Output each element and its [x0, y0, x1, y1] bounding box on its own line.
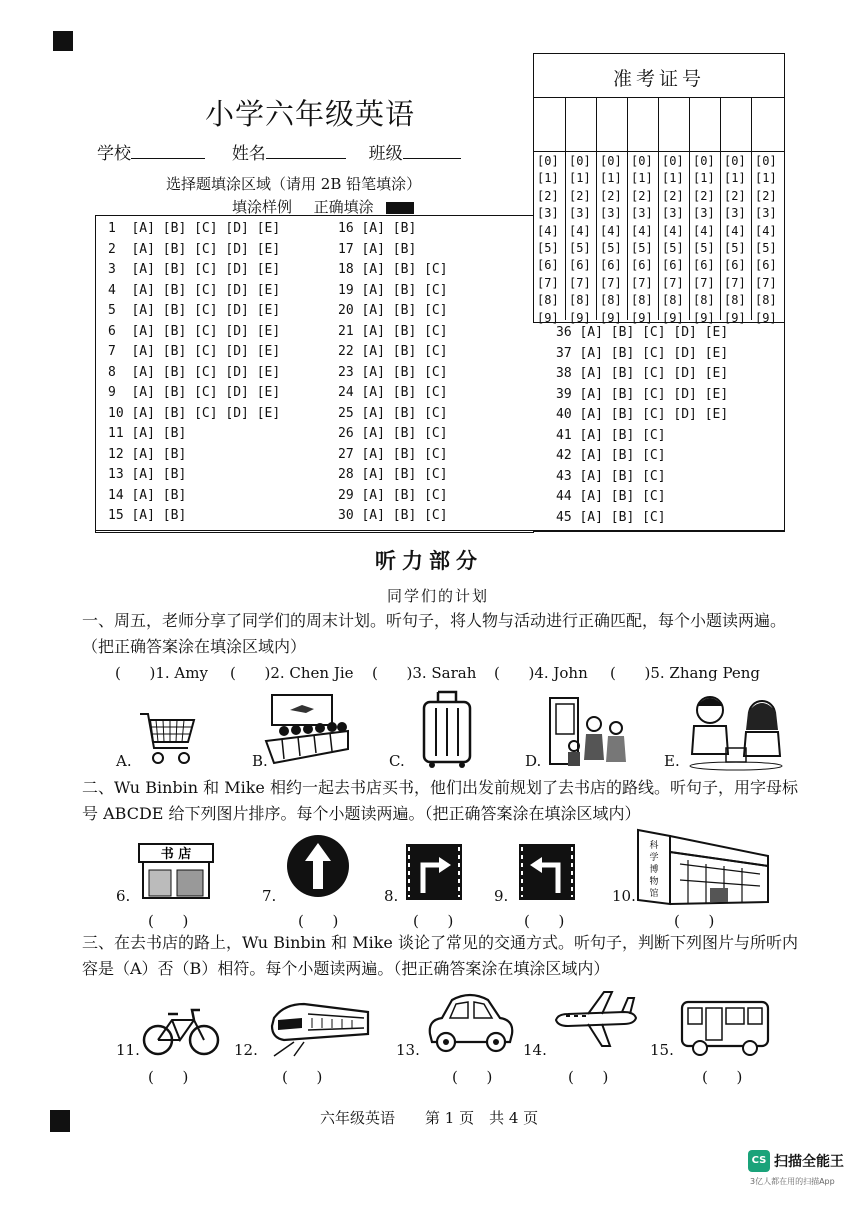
svg-text:科: 科: [649, 841, 659, 851]
answer-row[interactable]: 20 [A] [B] [C]: [338, 303, 448, 318]
exam-id-title: 准考证号: [612, 68, 705, 90]
q1-item-2[interactable]: ( )2. Chen Jie: [230, 664, 354, 682]
exam-id-digit-bubble[interactable]: [5]: [724, 241, 746, 255]
exam-id-digit-bubble[interactable]: [8]: [600, 293, 622, 308]
answer-row[interactable]: 13 [A] [B]: [108, 467, 187, 482]
q2-num-10: 10.: [612, 887, 636, 905]
exam-id-digit-bubble[interactable]: [7]: [631, 275, 653, 290]
answer-row[interactable]: 41 [A] [B] [C]: [556, 427, 666, 443]
exam-id-digit-bubble[interactable]: [8]: [724, 293, 746, 308]
exam-id-digit-bubble[interactable]: [1]: [693, 171, 715, 186]
exam-id-digit-column: [627, 98, 659, 325]
q1-item-4[interactable]: ( )4. John: [494, 664, 588, 682]
q3-answer-14[interactable]: ( ): [568, 1068, 609, 1086]
q3-answer-15[interactable]: ( ): [702, 1068, 743, 1086]
q2-answer-10[interactable]: ( ): [674, 912, 715, 930]
exam-id-digit-bubble[interactable]: [6]: [537, 258, 559, 273]
answer-row[interactable]: 4 [A] [B] [C] [D] [E]: [108, 282, 281, 298]
page-footer: 六年级英语 第 1 页 共 4 页: [320, 1109, 539, 1127]
exam-id-digit-bubble[interactable]: [0]: [724, 154, 746, 168]
svg-text:学: 学: [649, 853, 659, 863]
exam-id-digit-column: [751, 98, 783, 325]
picnic-kids-icon: [686, 690, 786, 772]
exam-id-digit-column: [534, 98, 565, 325]
exam-id-digit-bubble[interactable]: [9]: [755, 310, 777, 325]
answer-row[interactable]: 9 [A] [B] [C] [D] [E]: [108, 385, 281, 400]
answer-row[interactable]: 42 [A] [B] [C]: [556, 448, 666, 463]
visiting-family-icon: [548, 694, 634, 772]
exam-id-digit-bubble[interactable]: [1]: [662, 171, 684, 186]
pic-label-a: A.: [116, 752, 132, 770]
exam-id-digit-bubble[interactable]: [4]: [693, 223, 715, 238]
listening-heading: 听力部分: [375, 548, 483, 573]
exam-id-digit-bubble[interactable]: [9]: [569, 310, 591, 325]
registration-mark-bottom: [50, 1110, 70, 1132]
svg-text:物: 物: [649, 877, 659, 887]
svg-text:馆: 馆: [649, 889, 659, 899]
exam-id-digit-bubble[interactable]: [6]: [569, 258, 591, 273]
exam-id-digit-bubble[interactable]: [5]: [569, 241, 591, 255]
q2-num-9: 9.: [494, 887, 509, 905]
answer-row[interactable]: 26 [A] [B] [C]: [338, 426, 448, 441]
exam-id-digit-bubble[interactable]: [3]: [755, 206, 777, 221]
exam-id-digit-bubble[interactable]: [9]: [600, 310, 622, 325]
scanner-watermark: [748, 1150, 858, 1212]
correct-label: 正确填涂: [313, 198, 374, 216]
fill-area-label: 选择题填涂区域（请用 2B 铅笔填涂）: [166, 175, 422, 193]
answer-row[interactable]: 12 [A] [B]: [108, 446, 187, 462]
science-museum-icon: [636, 826, 772, 906]
exam-id-digit-bubble[interactable]: [8]: [569, 293, 591, 308]
answer-row[interactable]: 29 [A] [B] [C]: [338, 487, 448, 503]
answer-row[interactable]: 2 [A] [B] [C] [D] [E]: [108, 241, 281, 257]
school-field[interactable]: [131, 142, 205, 159]
exam-id-digit-bubble[interactable]: [8]: [662, 293, 684, 308]
answer-row[interactable]: 37 [A] [B] [C] [D] [E]: [556, 345, 729, 361]
exam-id-digit-bubble[interactable]: [1]: [600, 171, 622, 186]
answer-row[interactable]: 10 [A] [B] [C] [D] [E]: [108, 405, 281, 421]
exam-id-digit-bubble[interactable]: [9]: [662, 310, 684, 325]
answer-row[interactable]: 28 [A] [B] [C]: [338, 467, 448, 482]
exam-id-digit-bubble[interactable]: [9]: [537, 310, 559, 325]
answer-row[interactable]: 11 [A] [B]: [108, 426, 187, 441]
exam-id-digit-bubble[interactable]: [2]: [724, 188, 746, 203]
answer-row[interactable]: 36 [A] [B] [C] [D] [E]: [556, 325, 729, 340]
question-3-text: 三、在去书店的路上，Wu Binbin 和 Mike 谈论了常见的交通方式。听句子，判断下列图片与所听内容是（A）否（B）相符。每个小题读两遍。（把正确答案涂在填涂区域内）: [82, 933, 798, 978]
exam-id-digit-bubble[interactable]: [5]: [537, 241, 559, 255]
exam-id-digit-bubble[interactable]: [4]: [569, 223, 591, 238]
answer-row[interactable]: 18 [A] [B] [C]: [338, 262, 448, 277]
bicycle-icon: [142, 1006, 220, 1058]
q3-num-13: 13.: [396, 1041, 420, 1059]
q2-num-6: 6.: [116, 887, 131, 905]
exam-id-digit-bubble[interactable]: [6]: [724, 258, 746, 273]
exam-id-digit-bubble[interactable]: [2]: [662, 188, 684, 203]
exam-id-digit-column: [689, 98, 721, 325]
answer-row[interactable]: 30 [A] [B] [C]: [338, 508, 448, 523]
exam-id-digit-bubble[interactable]: [8]: [693, 293, 715, 308]
exam-id-digit-bubble[interactable]: [8]: [631, 293, 653, 308]
exam-id-digit-bubble[interactable]: [0]: [693, 154, 715, 168]
exam-id-box: [533, 53, 785, 323]
exam-id-digit-bubble[interactable]: [2]: [569, 188, 591, 203]
svg-text:博: 博: [649, 865, 659, 875]
name-field[interactable]: [266, 142, 346, 159]
q2-answer-9[interactable]: ( ): [524, 912, 565, 930]
class-label: 班级: [368, 144, 403, 164]
exam-id-digit-bubble[interactable]: [3]: [537, 206, 559, 221]
exam-id-digit-bubble[interactable]: [5]: [662, 241, 684, 255]
exam-id-digit-bubble[interactable]: [5]: [755, 241, 777, 255]
answer-row[interactable]: 17 [A] [B]: [338, 241, 417, 257]
exam-id-digit-column: [720, 98, 752, 325]
turn-right-sign-icon: [405, 843, 463, 901]
exam-id-digit-bubble[interactable]: [5]: [631, 241, 653, 255]
bookstore-sign: 书 店: [160, 847, 192, 862]
exam-id-digit-bubble[interactable]: [7]: [662, 275, 684, 290]
exam-id-digit-bubble[interactable]: [1]: [755, 171, 777, 186]
answer-row[interactable]: 6 [A] [B] [C] [D] [E]: [108, 323, 281, 339]
q3-answer-13[interactable]: ( ): [452, 1068, 493, 1086]
scanner-logo: CS: [748, 1150, 770, 1172]
exam-id-digit-bubble[interactable]: [4]: [600, 223, 622, 238]
answer-row[interactable]: 40 [A] [B] [C] [D] [E]: [556, 407, 729, 422]
pic-label-b: B.: [252, 752, 268, 770]
go-straight-sign-icon: [285, 833, 351, 899]
cinema-audience-icon: [262, 693, 352, 769]
pic-label-c: C.: [389, 752, 405, 770]
exam-id-digit-bubble[interactable]: [2]: [537, 188, 559, 203]
exam-id-digit-bubble[interactable]: [4]: [755, 223, 777, 238]
answer-row[interactable]: 45 [A] [B] [C]: [556, 509, 666, 525]
shopping-cart-icon: [138, 700, 198, 768]
exam-id-digit-bubble[interactable]: [7]: [693, 275, 715, 290]
answer-row[interactable]: 3 [A] [B] [C] [D] [E]: [108, 262, 281, 277]
exam-id-digit-bubble[interactable]: [0]: [662, 154, 684, 168]
exam-id-digit-bubble[interactable]: [2]: [755, 188, 777, 203]
exam-id-digit-column: [565, 98, 597, 325]
exam-id-digit-bubble[interactable]: [2]: [600, 188, 622, 203]
exam-id-digit-bubble[interactable]: [3]: [600, 206, 622, 221]
answer-row[interactable]: 15 [A] [B]: [108, 508, 187, 523]
q3-num-12: 12.: [234, 1041, 258, 1059]
page-title: 小学六年级英语: [205, 97, 416, 131]
answer-row[interactable]: 1 [A] [B] [C] [D] [E]: [108, 221, 281, 236]
exam-id-digit-bubble[interactable]: [4]: [662, 223, 684, 238]
exam-id-digit-bubble[interactable]: [5]: [600, 241, 622, 255]
q3-answer-12[interactable]: ( ): [282, 1068, 323, 1086]
bus-icon: [678, 998, 772, 1058]
q2-answer-8[interactable]: ( ): [413, 912, 454, 930]
turn-left-sign-icon: [518, 843, 576, 901]
registration-mark-top: [53, 31, 73, 51]
airplane-icon: [552, 988, 638, 1050]
exam-id-digit-bubble[interactable]: [6]: [662, 258, 684, 273]
train-icon: [264, 998, 372, 1058]
sample-label: 填涂样例: [232, 198, 293, 216]
exam-id-digit-bubble[interactable]: [1]: [537, 171, 559, 186]
q2-num-8: 8.: [384, 887, 399, 905]
exam-id-digit-bubble[interactable]: [0]: [537, 154, 559, 168]
q3-num-14: 14.: [523, 1041, 547, 1059]
car-icon: [424, 990, 516, 1058]
exam-id-digit-bubble[interactable]: [7]: [569, 275, 591, 290]
filled-sample-box: [386, 202, 414, 214]
q1-item-5[interactable]: ( )5. Zhang Peng: [610, 664, 761, 682]
answer-row[interactable]: 5 [A] [B] [C] [D] [E]: [108, 303, 281, 318]
q2-answer-7[interactable]: ( ): [298, 912, 339, 930]
answer-row[interactable]: 8 [A] [B] [C] [D] [E]: [108, 364, 281, 380]
answer-row[interactable]: 38 [A] [B] [C] [D] [E]: [556, 366, 729, 381]
school-label: 学校: [97, 144, 131, 164]
exam-id-digit-bubble[interactable]: [0]: [631, 154, 653, 168]
answer-row[interactable]: 21 [A] [B] [C]: [338, 323, 448, 339]
exam-id-digit-bubble[interactable]: [5]: [693, 241, 715, 255]
answer-row[interactable]: 14 [A] [B]: [108, 487, 187, 503]
exam-id-digit-bubble[interactable]: [6]: [755, 258, 777, 273]
suitcase-icon: [418, 688, 476, 770]
exam-id-digit-bubble[interactable]: [3]: [724, 206, 746, 221]
exam-id-digit-bubble[interactable]: [7]: [537, 275, 559, 290]
pic-label-d: D.: [525, 752, 542, 770]
exam-id-digit-bubble[interactable]: [3]: [569, 206, 591, 221]
exam-id-digit-bubble[interactable]: [3]: [693, 206, 715, 221]
exam-id-digit-bubble[interactable]: [0]: [569, 154, 591, 168]
question-1-text: 一、周五，老师分享了同学们的周末计划。听句子，将人物与活动进行正确匹配，每个小题读两遍。（把正确答案涂在填涂区域内）: [82, 611, 787, 656]
answer-row[interactable]: 27 [A] [B] [C]: [338, 446, 448, 462]
q1-item-3[interactable]: ( )3. Sarah: [372, 664, 477, 682]
answer-row[interactable]: 25 [A] [B] [C]: [338, 405, 448, 421]
answer-row[interactable]: 43 [A] [B] [C]: [556, 468, 666, 484]
exam-id-digit-bubble[interactable]: [6]: [631, 258, 653, 273]
q1-item-1[interactable]: ( )1. Amy: [115, 664, 208, 682]
scanner-app-name: 扫描全能王: [774, 1154, 844, 1170]
answer-row[interactable]: 24 [A] [B] [C]: [338, 385, 448, 400]
exam-id-digit-bubble[interactable]: [9]: [693, 310, 715, 325]
exam-id-digit-bubble[interactable]: [1]: [631, 171, 653, 186]
q3-answer-11[interactable]: ( ): [148, 1068, 189, 1086]
q2-num-7: 7.: [262, 887, 277, 905]
name-label: 姓名: [231, 144, 266, 164]
exam-id-digit-bubble[interactable]: [3]: [631, 206, 653, 221]
answer-row[interactable]: 19 [A] [B] [C]: [338, 282, 448, 298]
q2-answer-6[interactable]: ( ): [148, 912, 189, 930]
answer-row[interactable]: 44 [A] [B] [C]: [556, 489, 666, 504]
exam-id-digit-bubble[interactable]: [4]: [537, 223, 559, 238]
answer-row[interactable]: 23 [A] [B] [C]: [338, 364, 448, 380]
exam-id-digit-column: [596, 98, 628, 325]
exam-id-digit-bubble[interactable]: [3]: [662, 206, 684, 221]
exam-id-digit-bubble[interactable]: [8]: [537, 293, 559, 308]
student-info-row: [97, 139, 461, 164]
q3-num-11: 11.: [116, 1041, 140, 1059]
exam-id-digit-bubble[interactable]: [7]: [724, 275, 746, 290]
scanner-app-sub: 3亿人都在用的扫描App: [750, 1177, 835, 1186]
exam-id-digit-bubble[interactable]: [9]: [631, 310, 653, 325]
exam-id-digit-bubble[interactable]: [2]: [631, 188, 653, 203]
exam-id-digit-bubble[interactable]: [2]: [693, 188, 715, 203]
answer-row[interactable]: 39 [A] [B] [C] [D] [E]: [556, 386, 729, 402]
exam-id-digit-bubble[interactable]: [0]: [755, 154, 777, 168]
exam-id-digit-bubble[interactable]: [8]: [755, 293, 777, 308]
question-2-text: 二、Wu Binbin 和 Mike 相约一起去书店买书，他们出发前规划了去书店的路线。听句子，用字母标号 ABCDE 给下列图片排序。每个小题读两遍。（把正确答案涂在填涂区域内）: [82, 778, 798, 823]
exam-id-digit-bubble[interactable]: [1]: [724, 171, 746, 186]
answer-row[interactable]: 16 [A] [B]: [338, 221, 417, 236]
exam-id-digit-bubble[interactable]: [0]: [600, 154, 622, 168]
exam-id-digit-bubble[interactable]: [9]: [724, 310, 746, 325]
exam-id-digit-bubble[interactable]: [4]: [724, 223, 746, 238]
exam-id-digit-bubble[interactable]: [6]: [600, 258, 622, 273]
exam-id-digit-bubble[interactable]: [7]: [600, 275, 622, 290]
answer-row[interactable]: 22 [A] [B] [C]: [338, 344, 448, 359]
exam-id-digit-bubble[interactable]: [1]: [569, 171, 591, 186]
class-field[interactable]: [403, 142, 461, 159]
bookstore-icon: [137, 838, 215, 902]
exam-id-digit-bubble[interactable]: [4]: [631, 223, 653, 238]
exam-id-digit-column: [658, 98, 690, 325]
exam-id-digit-bubble[interactable]: [7]: [755, 275, 777, 290]
pic-label-e: E.: [664, 752, 680, 770]
exam-id-digit-bubble[interactable]: [6]: [693, 258, 715, 273]
answer-row[interactable]: 7 [A] [B] [C] [D] [E]: [108, 344, 281, 359]
fill-sample-row: [232, 196, 414, 217]
q3-num-15: 15.: [650, 1041, 674, 1059]
listening-subheading: 同学们的计划: [387, 587, 490, 605]
